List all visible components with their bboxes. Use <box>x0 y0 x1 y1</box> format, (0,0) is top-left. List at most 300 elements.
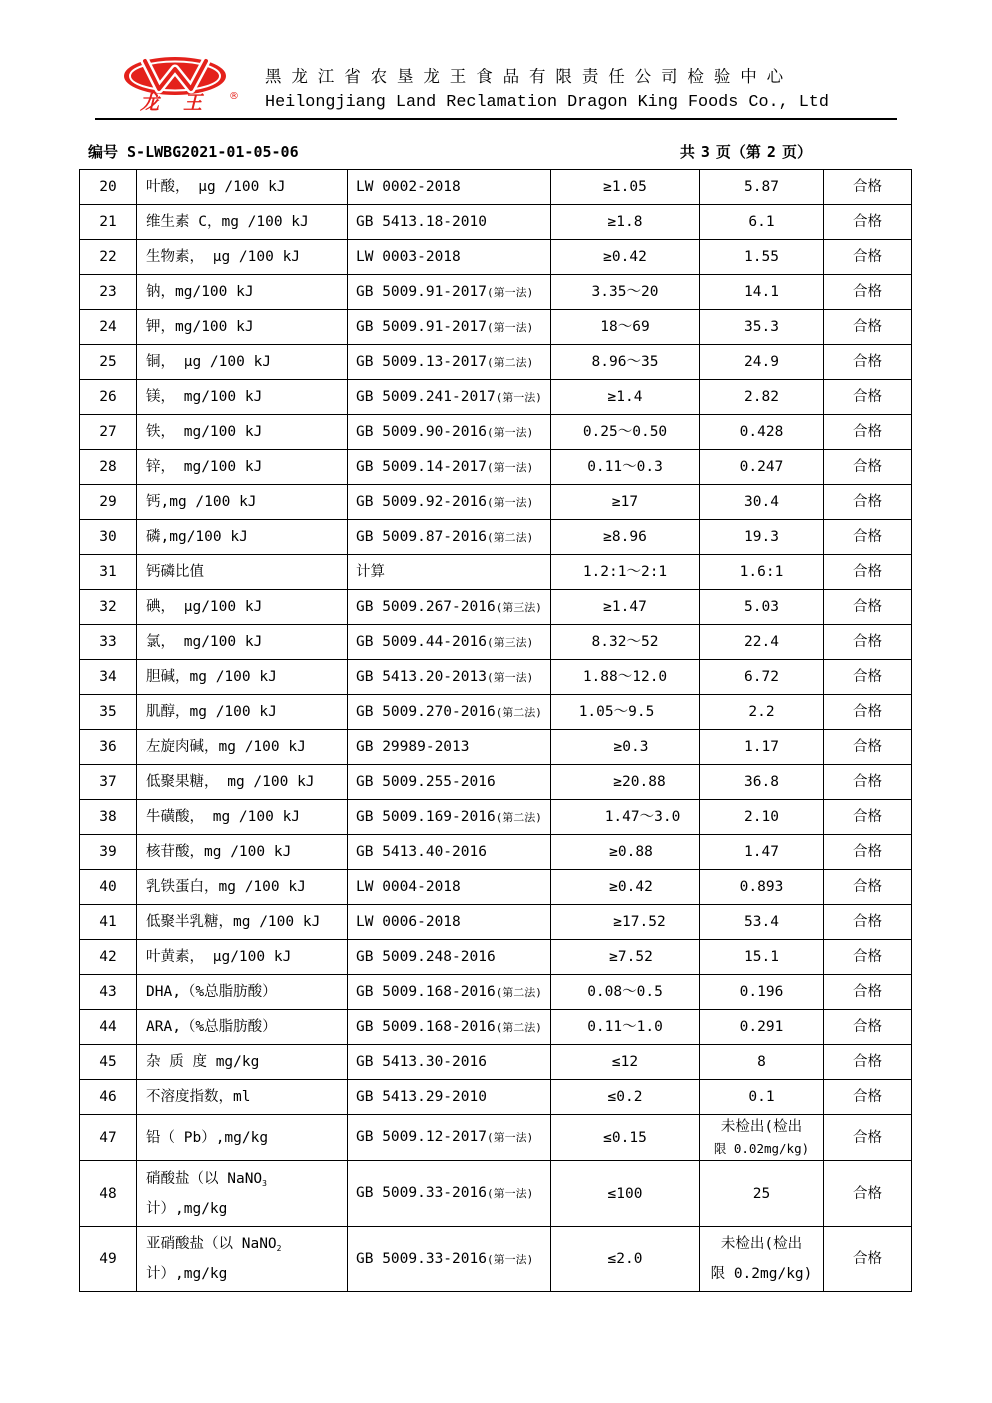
item-number-cell <box>80 380 137 415</box>
test-item-name: 低聚果糖， mg /100 kJ <box>146 774 315 790</box>
standard-value: ≤0.2 <box>607 1089 643 1105</box>
standard-value: ≥7.52 <box>609 949 653 965</box>
test-item-name: 乳铁蛋白，mg /100 kJ <box>146 879 306 895</box>
standard-value: ≥0.42 <box>603 249 647 265</box>
test-item-cell <box>137 170 348 205</box>
test-result-cell <box>700 975 824 1010</box>
test-item-name: DHA,（%总脂肪酸） <box>146 984 277 1000</box>
test-item-cell <box>137 1080 348 1115</box>
test-item-cell <box>137 345 348 380</box>
standard-value: ≥17.52 <box>613 914 666 930</box>
test-result: 30.4 <box>744 494 779 510</box>
test-result-cell <box>700 625 824 660</box>
test-item-name: 钙磷比值 <box>146 564 204 580</box>
test-item-name: 铜， μg /100 kJ <box>146 354 272 370</box>
test-method-code: GB 5413.30-2016 <box>356 1054 487 1070</box>
verdict: 合格 <box>853 214 882 230</box>
item-number: 37 <box>99 774 117 790</box>
logo-wordmark: 龙王 <box>140 92 227 114</box>
test-item-cell <box>137 1115 348 1161</box>
test-method-note: (第三法) <box>495 600 542 614</box>
test-item-cell <box>137 765 348 800</box>
test-method-cell <box>348 380 551 415</box>
test-item-name: 锌， mg/100 kJ <box>146 459 263 475</box>
item-number-cell <box>80 940 137 975</box>
item-number: 45 <box>99 1054 117 1070</box>
standard-value: ≥1.05 <box>603 179 647 195</box>
standard-value-cell <box>551 870 700 905</box>
item-number-cell <box>80 1045 137 1080</box>
table-row <box>80 520 912 555</box>
standard-value: ≥8.96 <box>603 529 647 545</box>
test-method-note: (第一法) <box>486 1252 534 1266</box>
item-number-cell <box>80 415 137 450</box>
test-method-code: GB 5009.248-2016 <box>356 949 496 965</box>
test-method-code: GB 5413.40-2016 <box>356 844 487 860</box>
test-method-cell <box>348 870 551 905</box>
test-item-cell <box>137 520 348 555</box>
test-item-name: 铅（ Pb）,mg/kg <box>146 1129 269 1146</box>
table-body <box>80 170 912 1292</box>
test-result: 0.1 <box>748 1089 775 1105</box>
test-item-cell <box>137 415 348 450</box>
test-method-cell <box>348 905 551 940</box>
report-number: 编号 S-LWBG2021-01-05-06 <box>88 143 299 161</box>
verdict-cell <box>824 205 912 240</box>
table-row <box>80 1227 912 1292</box>
table-row <box>80 975 912 1010</box>
test-method-note: (第一法) <box>495 390 542 404</box>
test-result: 2.10 <box>744 809 779 825</box>
verdict-cell <box>824 975 912 1010</box>
standard-value-cell <box>551 1115 700 1161</box>
standard-value: ≤100 <box>607 1185 643 1202</box>
standard-value-cell <box>551 520 700 555</box>
test-result: 5.03 <box>744 599 779 615</box>
test-result-cell <box>700 450 824 485</box>
standard-value: ≥0.88 <box>609 844 653 860</box>
table-row <box>80 1045 912 1080</box>
test-method-cell <box>348 590 551 625</box>
verdict: 合格 <box>853 564 882 580</box>
item-number: 46 <box>99 1089 117 1105</box>
test-result: 0.428 <box>739 424 784 440</box>
item-number: 41 <box>99 914 117 930</box>
test-result-cell <box>700 835 824 870</box>
test-result: 22.4 <box>744 634 779 650</box>
test-method-code: GB 5009.91-2017 <box>356 283 487 300</box>
standard-value: ≥1.4 <box>607 389 643 405</box>
standard-value-cell <box>551 1080 700 1115</box>
test-result: 15.1 <box>744 949 779 965</box>
item-number: 33 <box>99 634 117 650</box>
registered-mark: ® <box>229 91 239 102</box>
verdict: 合格 <box>853 1054 882 1070</box>
test-item-name: 低聚半乳糖，mg /100 kJ <box>146 914 321 930</box>
test-item-name: 钙,mg /100 kJ <box>146 494 257 510</box>
test-method-code: GB 5009.168-2016 <box>356 1018 496 1035</box>
test-item-cell <box>137 1010 348 1045</box>
standard-value-cell <box>551 905 700 940</box>
test-method-cell <box>348 1227 551 1292</box>
test-item-line <box>146 1164 347 1194</box>
test-method-code: GB 5009.241-2017 <box>356 388 496 405</box>
test-item-name: 左旋肉碱，mg /100 kJ <box>146 739 306 755</box>
table-row <box>80 1161 912 1227</box>
verdict-cell <box>824 485 912 520</box>
verdict-cell <box>824 1161 912 1227</box>
table-row <box>80 555 912 590</box>
standard-value-cell <box>551 660 700 695</box>
test-item-cell <box>137 380 348 415</box>
standard-value-cell <box>551 485 700 520</box>
test-item-cell <box>137 870 348 905</box>
verdict: 合格 <box>853 739 882 755</box>
verdict: 合格 <box>853 459 882 475</box>
verdict-cell <box>824 380 912 415</box>
verdict-cell <box>824 450 912 485</box>
verdict-cell <box>824 625 912 660</box>
verdict: 合格 <box>853 949 882 965</box>
test-item-cell <box>137 240 348 275</box>
verdict: 合格 <box>853 179 882 195</box>
item-number-cell <box>80 310 137 345</box>
test-item-cell <box>137 800 348 835</box>
table-row <box>80 660 912 695</box>
test-method-cell <box>348 1161 551 1227</box>
test-method-code: GB 5009.87-2016 <box>356 528 487 545</box>
standard-value-cell <box>551 590 700 625</box>
test-method-cell <box>348 975 551 1010</box>
item-number-cell <box>80 485 137 520</box>
verdict: 合格 <box>853 1185 882 1202</box>
test-result-cell <box>700 1115 824 1161</box>
test-result-line: 未检出(检出 <box>720 1118 803 1135</box>
item-number-cell <box>80 450 137 485</box>
test-item-cell <box>137 730 348 765</box>
test-method-cell <box>348 450 551 485</box>
test-item-text: 硝酸盐（以 NaNO <box>146 1170 263 1187</box>
test-item-cell <box>137 310 348 345</box>
standard-value: 18～69 <box>600 319 650 335</box>
test-result-cell <box>700 275 824 310</box>
standard-value-cell <box>551 975 700 1010</box>
verdict: 合格 <box>853 354 882 370</box>
test-method-note: (第一法) <box>486 1187 534 1200</box>
table-row <box>80 485 912 520</box>
table-row <box>80 345 912 380</box>
test-result: 1.17 <box>744 739 779 755</box>
test-result: 8 <box>757 1054 766 1070</box>
test-item-cell <box>137 1045 348 1080</box>
test-method-code: GB 5009.44-2016 <box>356 633 487 650</box>
item-number: 40 <box>99 879 117 895</box>
standard-value-cell <box>551 170 700 205</box>
test-result: 36.8 <box>744 774 779 790</box>
verdict-cell <box>824 1115 912 1161</box>
test-item-name: 铁， mg/100 kJ <box>146 424 263 440</box>
verdict-cell <box>824 835 912 870</box>
verdict: 合格 <box>853 1129 882 1146</box>
test-item-cell <box>137 205 348 240</box>
test-method-code: LW 0002-2018 <box>356 179 461 195</box>
test-item-cell <box>137 695 348 730</box>
standard-value: 0.11～0.3 <box>587 459 663 475</box>
test-method-cell <box>348 485 551 520</box>
item-number: 29 <box>99 494 117 510</box>
verdict: 合格 <box>853 844 882 860</box>
test-method-code: GB 5413.29-2010 <box>356 1089 487 1105</box>
test-item-line <box>146 1259 347 1289</box>
verdict-cell <box>824 905 912 940</box>
test-method-cell <box>348 170 551 205</box>
test-method-code: LW 0004-2018 <box>356 879 461 895</box>
table-row <box>80 695 912 730</box>
verdict: 合格 <box>853 389 882 405</box>
standard-value-cell <box>551 1045 700 1080</box>
test-result: 24.9 <box>744 354 779 370</box>
test-result: 19.3 <box>744 529 779 545</box>
test-method-code: GB 29989-2013 <box>356 739 470 755</box>
test-method-code: GB 5009.91-2017 <box>356 318 487 335</box>
test-result-cell <box>700 520 824 555</box>
standard-value-cell <box>551 555 700 590</box>
test-method-note: (第二法) <box>495 810 542 824</box>
test-method-code: GB 5009.90-2016 <box>356 423 487 440</box>
test-method-cell <box>348 345 551 380</box>
table-row <box>80 800 912 835</box>
standard-value: 1.05～9.5 <box>578 704 655 720</box>
test-item-cell <box>137 590 348 625</box>
test-method-code: GB 5009.168-2016 <box>356 983 496 1000</box>
header-divider <box>95 118 897 120</box>
test-result: 6.72 <box>744 669 779 685</box>
verdict-cell <box>824 695 912 730</box>
test-item-name: 核苷酸，mg /100 kJ <box>146 844 292 860</box>
test-result-cell <box>700 695 824 730</box>
test-method-cell <box>348 1115 551 1161</box>
test-result: 1.47 <box>744 844 779 860</box>
item-number: 36 <box>99 739 117 755</box>
standard-value: 8.96～35 <box>591 354 659 370</box>
verdict-cell <box>824 870 912 905</box>
table-row <box>80 765 912 800</box>
verdict: 合格 <box>853 529 882 545</box>
test-result: 0.893 <box>739 879 784 895</box>
test-method-code: GB 5009.92-2016 <box>356 493 487 510</box>
test-result-line: 限 0.2mg/kg) <box>710 1266 813 1282</box>
standard-value: ≥17 <box>611 494 639 510</box>
item-number-cell <box>80 1161 137 1227</box>
item-number: 49 <box>99 1251 117 1267</box>
verdict-cell <box>824 275 912 310</box>
test-result: 0.247 <box>739 459 784 475</box>
test-method-cell <box>348 1045 551 1080</box>
test-method-cell <box>348 415 551 450</box>
test-item-text: 计）,mg/kg <box>146 1266 228 1282</box>
table-row <box>80 590 912 625</box>
item-number: 28 <box>99 459 117 475</box>
test-method-code: GB 5009.12-2017 <box>356 1129 487 1145</box>
test-results-table <box>79 169 912 1292</box>
test-item-cell <box>137 275 348 310</box>
item-number: 32 <box>99 599 117 615</box>
test-method-note: (第二法) <box>486 355 534 369</box>
test-result-cell <box>700 485 824 520</box>
test-result-cell <box>700 730 824 765</box>
test-method-code: GB 5009.169-2016 <box>356 808 496 825</box>
test-result-line: 未检出(检出 <box>720 1236 803 1252</box>
item-number-cell <box>80 730 137 765</box>
test-method-note: (第一法) <box>486 1131 534 1144</box>
table-row <box>80 1080 912 1115</box>
test-method-note: (第二法) <box>486 530 534 544</box>
verdict: 合格 <box>853 669 882 685</box>
test-result-cell <box>700 800 824 835</box>
standard-value: 0.08～0.5 <box>587 984 663 1000</box>
table-row <box>80 170 912 205</box>
item-number-cell <box>80 1080 137 1115</box>
table-row <box>80 450 912 485</box>
item-number-cell <box>80 520 137 555</box>
test-method-note: (第三法) <box>486 635 534 649</box>
table-row <box>80 240 912 275</box>
test-result-cell <box>700 660 824 695</box>
test-result-cell <box>700 870 824 905</box>
item-number-cell <box>80 695 137 730</box>
verdict-cell <box>824 1080 912 1115</box>
dragon-king-logo <box>118 52 248 114</box>
test-result-cell <box>700 1161 824 1227</box>
test-method-cell <box>348 520 551 555</box>
test-method-cell <box>348 765 551 800</box>
standard-value-cell <box>551 765 700 800</box>
item-number-cell <box>80 275 137 310</box>
item-number-cell <box>80 835 137 870</box>
test-result: 0.196 <box>739 984 784 1000</box>
verdict-cell <box>824 555 912 590</box>
standard-value-cell <box>551 415 700 450</box>
standard-value-cell <box>551 800 700 835</box>
test-method-note: (第二法) <box>495 1020 542 1034</box>
verdict-cell <box>824 590 912 625</box>
verdict-cell <box>824 310 912 345</box>
standard-value: ≥0.42 <box>609 879 653 895</box>
test-item-name: 叶黄素， μg/100 kJ <box>146 949 292 965</box>
test-item-name: 氯， mg/100 kJ <box>146 634 263 650</box>
test-item-name: 叶酸， μg /100 kJ <box>146 179 286 195</box>
standard-value: ≥1.8 <box>607 214 643 230</box>
test-item-name: 牛磺酸， mg /100 kJ <box>146 809 301 825</box>
verdict-cell <box>824 1010 912 1045</box>
standard-value: 0.25～0.50 <box>582 424 668 440</box>
test-result-cell <box>700 1010 824 1045</box>
table-row <box>80 205 912 240</box>
item-number-cell <box>80 975 137 1010</box>
table-row <box>80 1010 912 1045</box>
verdict: 合格 <box>853 424 882 440</box>
standard-value-cell <box>551 345 700 380</box>
test-result: 2.82 <box>744 389 779 405</box>
test-result-cell <box>700 240 824 275</box>
item-number-cell <box>80 345 137 380</box>
verdict: 合格 <box>853 1251 882 1267</box>
verdict: 合格 <box>853 249 882 265</box>
standard-value: 1.88～12.0 <box>582 669 668 685</box>
test-method-cell <box>348 205 551 240</box>
test-item-name: 钾，mg/100 kJ <box>146 319 254 335</box>
test-method-code: GB 5009.33-2016 <box>356 1250 487 1267</box>
test-method-code: LW 0006-2018 <box>356 914 461 930</box>
test-result: 25 <box>752 1185 771 1202</box>
item-number: 39 <box>99 844 117 860</box>
test-method-cell <box>348 835 551 870</box>
test-item-name: 生物素， μg /100 kJ <box>146 249 301 265</box>
test-result-cell <box>700 310 824 345</box>
test-item-text: 亚硝酸盐（以 NaNO <box>146 1236 277 1252</box>
item-number-cell <box>80 205 137 240</box>
item-number: 24 <box>99 319 117 335</box>
verdict: 合格 <box>853 704 882 720</box>
verdict: 合格 <box>853 1019 882 1035</box>
test-result-cell <box>700 940 824 975</box>
test-item-cell <box>137 660 348 695</box>
test-method-cell <box>348 695 551 730</box>
formula-subscript: 3 <box>262 1178 267 1188</box>
item-number-cell <box>80 870 137 905</box>
test-method-cell <box>348 1080 551 1115</box>
test-item-cell <box>137 450 348 485</box>
standard-value: ≥0.3 <box>613 739 649 755</box>
test-method-note: (第一法) <box>486 320 534 334</box>
test-method-code: GB 5009.270-2016 <box>356 703 496 720</box>
verdict-cell <box>824 660 912 695</box>
test-item-name: 碘， μg/100 kJ <box>146 599 263 615</box>
verdict: 合格 <box>853 599 882 615</box>
verdict: 合格 <box>853 494 882 510</box>
test-method-cell <box>348 1010 551 1045</box>
standard-value-cell <box>551 205 700 240</box>
test-method-cell <box>348 800 551 835</box>
test-method-cell <box>348 275 551 310</box>
test-method-note: (第一法) <box>486 495 534 509</box>
standard-value-cell <box>551 730 700 765</box>
test-method-code: GB 5009.33-2016 <box>356 1185 487 1201</box>
verdict: 合格 <box>853 1089 882 1105</box>
standard-value: 8.32～52 <box>591 634 659 650</box>
table-row <box>80 835 912 870</box>
item-number: 21 <box>99 214 117 230</box>
test-method-code: LW 0003-2018 <box>356 249 461 265</box>
test-result-cell <box>700 1080 824 1115</box>
test-method-cell <box>348 660 551 695</box>
standard-value-cell <box>551 695 700 730</box>
item-number: 27 <box>99 424 117 440</box>
item-number: 20 <box>99 179 117 195</box>
standard-value: ≤2.0 <box>607 1251 643 1267</box>
item-number: 22 <box>99 249 117 265</box>
item-number: 26 <box>99 389 117 405</box>
item-number-cell <box>80 1227 137 1292</box>
table-row <box>80 1115 912 1161</box>
test-method-note: (第二法) <box>495 985 542 999</box>
test-item-name: 维生素 C，mg /100 kJ <box>146 214 309 230</box>
table-row <box>80 275 912 310</box>
item-number-cell <box>80 170 137 205</box>
verdict: 合格 <box>853 914 882 930</box>
standard-value: ≤0.15 <box>603 1129 647 1146</box>
test-result-cell <box>700 415 824 450</box>
